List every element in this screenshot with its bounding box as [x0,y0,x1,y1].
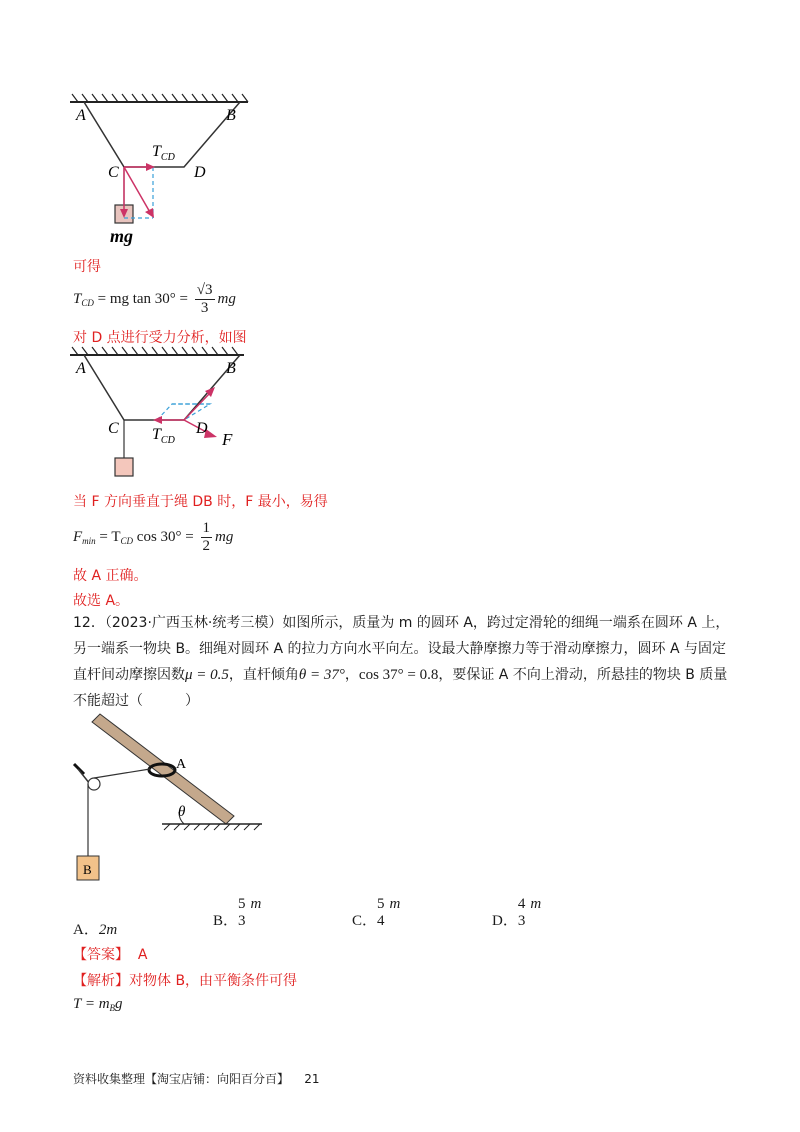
label-a: A [76,360,86,377]
label-tcd: $T_{CD}$ [152,426,175,446]
label-d: D [196,420,208,437]
label-d: D [194,164,206,181]
label-a: A [176,757,187,772]
figure-ring-on-rod [66,712,266,892]
choose-a: 故选 A。 [73,593,130,609]
label-b: B [83,862,92,877]
label-a: A [76,107,86,124]
label-b: B [226,360,236,377]
option-d[interactable]: D． 4 3 m [492,896,542,929]
equation-fmin: $F_{min} = T_{CD}$ cos 30° = $\frac{1}{2}$ mg [73,520,234,554]
step-f-min: 当 F 方向垂直于绳 DB 时，F 最小，易得 [73,494,328,510]
page-number: 21 [304,1072,320,1086]
footer [73,1070,320,1087]
label-tcd: $T_{CD}$ [152,143,175,163]
figure-forces-at-c [60,92,260,252]
label-mg: mg [110,226,134,246]
step-analyze-d: 对 D 点进行受力分析，如图 [73,330,247,346]
equation-t-mbg: $T = m_Bg$ [73,996,123,1013]
step-keyi: 可得 [73,259,101,275]
analysis: 【解析】对物体 B，由平衡条件可得 [73,973,298,989]
label-c: C [108,164,119,181]
label-b: B [226,107,236,124]
option-c[interactable]: C． 5 4 m [352,896,401,929]
question-line-1: 12．（2023·广西玉林·统考三模）如图所示，质量为 m 的圆环 A，跨过定滑轮的细绳一端系在圆环 A 上， [73,615,730,631]
label-c: C [108,420,119,437]
question-line-2: 另一端系一物块 B。细绳对圆环 A 的拉力方向水平向左。设最大静摩擦力等于滑动摩擦力，圆环 A 与固定 [73,641,727,657]
equation-tcd: $T_{CD}$ = mg tan 30° = $\frac{√3}{3}$ mg [73,282,236,316]
option-b[interactable]: B． 5 3 m [213,896,262,929]
figure-forces-at-d [60,345,260,485]
label-theta: θ [178,804,186,820]
option-a[interactable]: A．2m [73,922,118,938]
question-line-4: 不能超过（ ） [73,693,199,709]
conclusion-a-correct: 故 A 正确。 [73,568,148,584]
question-12 [73,610,753,714]
answer: 【答案】 A [73,947,148,963]
label-f: F [222,430,233,449]
question-line-3: 直杆间动摩擦因数μ = 0.5，直杆倾角θ = 37°，cos 37° = 0.8，要保证 A 不向上滑动，所悬挂的物块 B 质量 [73,667,728,683]
footer-text: 资料收集整理【淘宝店铺：向阳百分百】 [73,1072,290,1086]
